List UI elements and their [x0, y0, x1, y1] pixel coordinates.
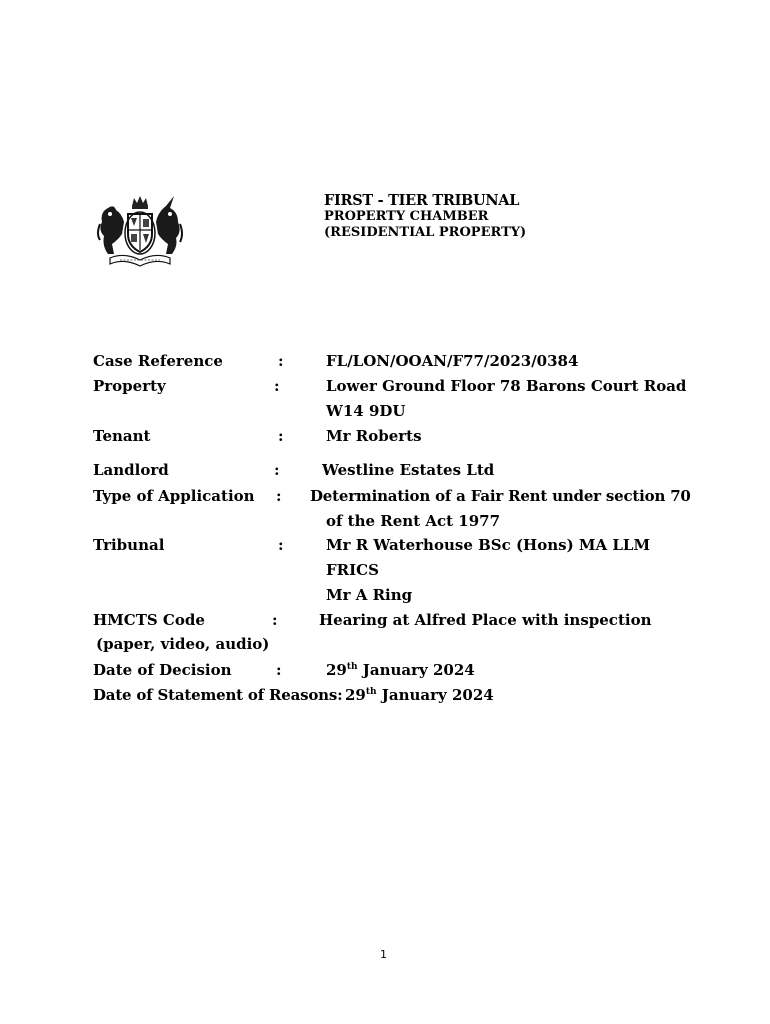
property-colon: :: [274, 377, 280, 395]
type-of-application-colon: :: [276, 487, 282, 505]
reasons-day: 29: [345, 686, 366, 704]
heading-line-3: (RESIDENTIAL PROPERTY): [324, 225, 527, 240]
tenant-label: Tenant: [93, 427, 151, 445]
tribunal-heading: [324, 192, 526, 241]
hmcts-code-colon: :: [272, 611, 278, 629]
tribunal-value-line-1: Mr R Waterhouse BSc (Hons) MA LLM: [326, 536, 651, 554]
date-of-reasons-value: [345, 685, 494, 705]
decision-month-year: January 2024: [357, 661, 475, 679]
property-label: Property: [93, 377, 166, 395]
hmcts-code-value: Hearing at Alfred Place with inspection: [319, 611, 652, 629]
case-reference-label: Case Reference: [93, 352, 223, 370]
landlord-colon: :: [274, 461, 280, 479]
date-of-reasons-label: Date of Statement of Reasons:: [93, 686, 343, 704]
case-reference-value: FL/LON/OOAN/F77/2023/0384: [326, 352, 579, 370]
date-of-decision-value: [326, 660, 475, 680]
tribunal-value-line-3: Mr A Ring: [326, 586, 413, 604]
type-of-application-label: Type of Application: [93, 487, 255, 505]
tribunal-colon: :: [278, 536, 284, 554]
reasons-month-year: January 2024: [376, 686, 494, 704]
date-of-decision-label: Date of Decision: [93, 661, 232, 679]
property-value-line-1: Lower Ground Floor 78 Barons Court Road: [326, 377, 687, 395]
landlord-value: Westline Estates Ltd: [322, 461, 495, 479]
heading-line-1: FIRST - TIER TRIBUNAL: [324, 192, 520, 209]
date-of-decision-colon: :: [276, 661, 282, 679]
decision-day: 29: [326, 661, 347, 679]
reasons-day-suffix: th: [365, 687, 377, 697]
heading-line-2: PROPERTY CHAMBER: [324, 209, 489, 224]
landlord-label: Landlord: [93, 461, 169, 479]
tribunal-label: Tribunal: [93, 536, 165, 554]
hmcts-code-label: HMCTS Code: [93, 611, 205, 629]
type-of-application-value-line-1: Determination of a Fair Rent under section 70: [310, 487, 691, 505]
case-reference-colon: :: [278, 352, 284, 370]
decision-day-suffix: th: [346, 662, 358, 672]
tenant-value: Mr Roberts: [326, 427, 422, 445]
page-number: 1: [380, 948, 387, 961]
tenant-colon: :: [278, 427, 284, 445]
type-of-application-value-line-2: of the Rent Act 1977: [326, 512, 501, 530]
royal-coat-of-arms-icon: [94, 194, 186, 268]
tribunal-value-line-2: FRICS: [326, 561, 379, 579]
hmcts-code-label-line-2: (paper, video, audio): [96, 635, 270, 653]
property-value-line-2: W14 9DU: [326, 402, 406, 420]
